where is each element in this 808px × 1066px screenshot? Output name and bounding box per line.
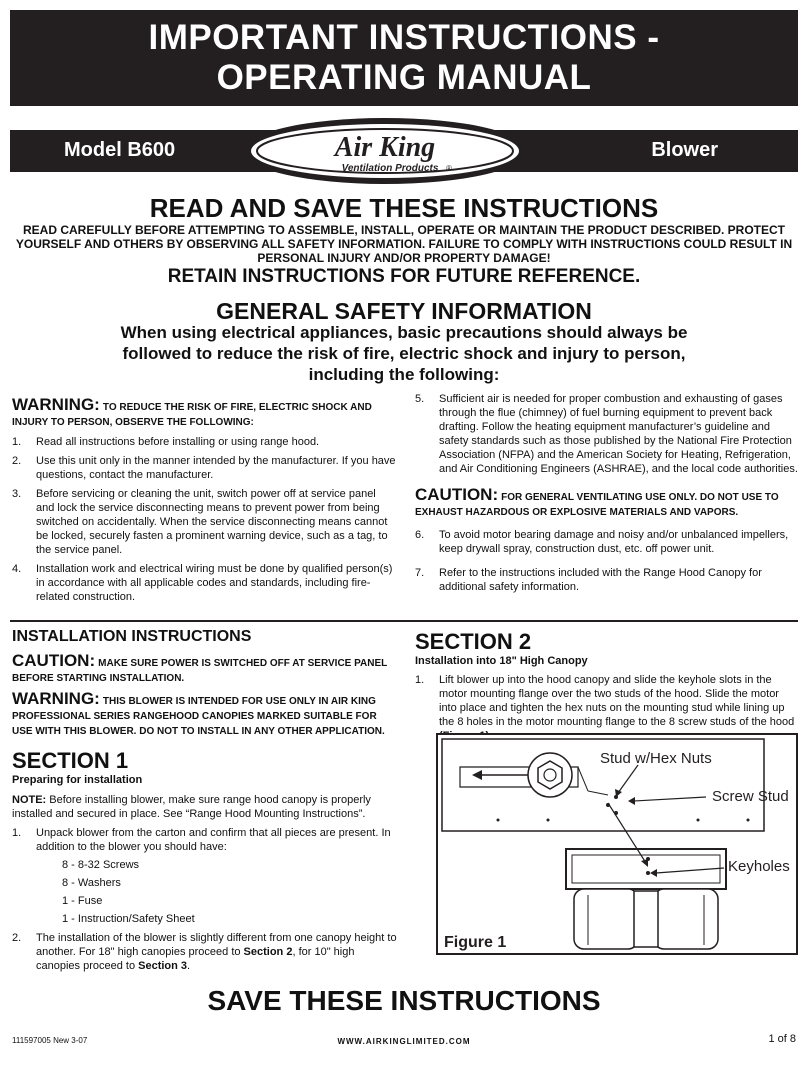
blower-diagram [438, 735, 796, 953]
section-1-list [12, 826, 397, 854]
logo-tagline: Ventilation Products [341, 163, 439, 174]
install-caution [12, 651, 397, 686]
safety-list-bottom [415, 528, 798, 594]
list-item: 7. Refer to the instructions included with the Range Hood Canopy for additional safety information. [415, 567, 762, 593]
installation-heading: INSTALLATION INSTRUCTIONS [12, 628, 252, 645]
air-king-logo [240, 116, 530, 186]
section-divider [10, 620, 798, 622]
install-warning-text: THIS BLOWER IS INTENDED FOR USE ONLY IN AIR KING PROFESSIONAL SERIES RANGEHOOD CANOPIES MARKED SUITABLE FOR USE WITH THIS BLOWER. DO NOT TO INSTALL IN ANY OTHER APPLICATION. [12, 696, 385, 737]
document-code: 111597005 New 3-07 [12, 1036, 88, 1045]
warning-heading [12, 395, 397, 430]
warning-label: WARNING: [12, 395, 100, 414]
caution-text: FOR GENERAL VENTILATING USE ONLY. DO NOT USE TO EXHAUST HAZARDOUS OR EXPLOSIVE MATERIALS AND VAPORS. [415, 492, 779, 518]
note-paragraph [12, 793, 397, 821]
read-carefully-text: READ CAREFULLY BEFORE ATTEMPTING TO ASSEMBLE, INSTALL, OPERATE OR MAINTAIN THE PRODUCT DESCRIBED. PROTECT YOURSELF AND OTHERS BY OBSERVING ALL SAFETY INFORMATION. FAILURE TO COMPLY WITH INSTRUCTIONS COULD RESULT IN PERSONAL INJURY AND/OR PROPERTY DAMAGE! [15, 223, 793, 265]
warning-list [12, 435, 397, 604]
warning-text: TO REDUCE THE RISK OF FIRE, ELECTRIC SHOCK AND INJURY TO PERSON, OBSERVE THE FOLLOWING: [12, 402, 372, 428]
list-item: 4. Installation work and electrical wiring must be done by qualified person(s) in accordance with all applicable codes and standards, including fire-related construction. [12, 563, 393, 603]
page-number: 1 of 8 [768, 1033, 796, 1045]
title-line-1: IMPORTANT INSTRUCTIONS - [148, 18, 660, 57]
section-2-ref: Section 2 [243, 946, 293, 958]
general-safety-heading: GENERAL SAFETY INFORMATION [216, 298, 592, 324]
list-item: 1. Lift blower up into the hood canopy and slide the keyhole slots in the motor mounting flange over the two studs of the hood. Slide the motor into place and tighten the hex nuts on the mounting stud while lining up the 8 holes in the motor mounting flange to the 8 screw studs of the hood [415, 673, 798, 743]
section-2-column [415, 630, 798, 743]
title-line-2: OPERATING MANUAL [216, 58, 592, 97]
retain-heading: RETAIN INSTRUCTIONS FOR FUTURE REFERENCE. [167, 266, 641, 287]
parts-item: 1 - Instruction/Safety Sheet [62, 913, 195, 925]
general-safety-subtitle: When using electrical appliances, basic precautions should always be followed to reduce the risk of fire, electric shock and injury to person, including the following: [120, 323, 688, 384]
read-save-heading: READ AND SAVE THESE INSTRUCTIONS [149, 193, 659, 223]
list-item: 1. Unpack blower from the carton and confirm that all pieces are present. In addition to the blower you should have: [12, 827, 391, 853]
figure-1-label: Figure 1 [444, 934, 507, 951]
figure-1 [436, 733, 798, 955]
section-2-subtitle: Installation into 18" High Canopy [415, 655, 588, 667]
product-type-label: Blower [651, 139, 718, 161]
list-item: 6. To avoid motor bearing damage and noisy and/or unbalanced impellers, keep drywall spray, construction dust, etc. off power unit. [415, 529, 789, 555]
section-2-title: SECTION 2 [415, 629, 532, 654]
note-label: NOTE: [12, 794, 47, 806]
parts-list [12, 858, 397, 926]
note-text: Before installing blower, make sure range hood canopy is properly installed and secured in place. See “Range Hood Mounting Instructions”. [12, 794, 371, 820]
callout-screw-stud: Screw Stud [712, 788, 789, 805]
website-link[interactable]: WWW.AIRKINGLIMITED.COM [337, 1037, 471, 1046]
install-caution-label: CAUTION: [12, 651, 96, 670]
caution-heading [415, 485, 798, 520]
model-label: Model B600 [64, 139, 176, 161]
section-3-ref: Section 3 [138, 960, 188, 972]
section-1-subtitle: Preparing for installation [12, 774, 143, 786]
list-item: 2. The installation of the blower is slightly different from one canopy height to another. For 18" high canopies proceed to Section 2, for 10" high canopies proceed to Section 3. [12, 932, 397, 972]
callout-stud-hex-nuts: Stud w/Hex Nuts [600, 750, 712, 767]
registered-mark: ® [446, 164, 452, 173]
parts-item: 8 - Washers [62, 877, 121, 889]
list-item: 2. Use this unit only in the manner intended by the manufacturer. If you have questions, contact the manufacturer. [12, 455, 396, 481]
save-instructions-heading: SAVE THESE INSTRUCTIONS [207, 985, 601, 1016]
safety-right-column [415, 392, 798, 594]
section-1-list-2 [12, 931, 397, 973]
safety-list-top [415, 392, 798, 476]
parts-item: 8 - 8-32 Screws [62, 859, 140, 871]
title-banner [10, 10, 798, 106]
list-item: 1. Read all instructions before installing or using range hood. [12, 436, 320, 448]
install-warning-label: WARNING: [12, 689, 100, 708]
install-caution-text: MAKE SURE POWER IS SWITCHED OFF AT SERVICE PANEL BEFORE STARTING INSTALLATION. [12, 658, 388, 684]
warning-column [12, 395, 397, 604]
logo-name: Air King [334, 132, 436, 163]
section-1-title: SECTION 1 [12, 748, 129, 773]
list-item: 5. Sufficient air is needed for proper combustion and exhausting of gases through the flue (chimney) of fuel burning equipment to prevent back drafting. Follow the heating equipment manufacturer’s guideline and safety standards such as those published by the National Fire Protection Association (NFPA) and the American Society for Heating, Refrigeration, and Air Conditioning Engineers (ASHRAE), and the local code authorities. [415, 393, 798, 475]
install-warning [12, 689, 397, 739]
parts-item: 1 - Fuse [62, 895, 103, 907]
list-item: 3. Before servicing or cleaning the unit, switch power off at service panel and lock the service disconnecting means to prevent power from being switched on accidentally. When the service disconnecting means cannot be locked, securely fasten a prominent warning device, such as a tag, to the service panel. [12, 488, 388, 556]
installation-column [12, 630, 397, 973]
callout-keyholes: Keyholes [728, 858, 790, 875]
caution-label: CAUTION: [415, 485, 499, 504]
